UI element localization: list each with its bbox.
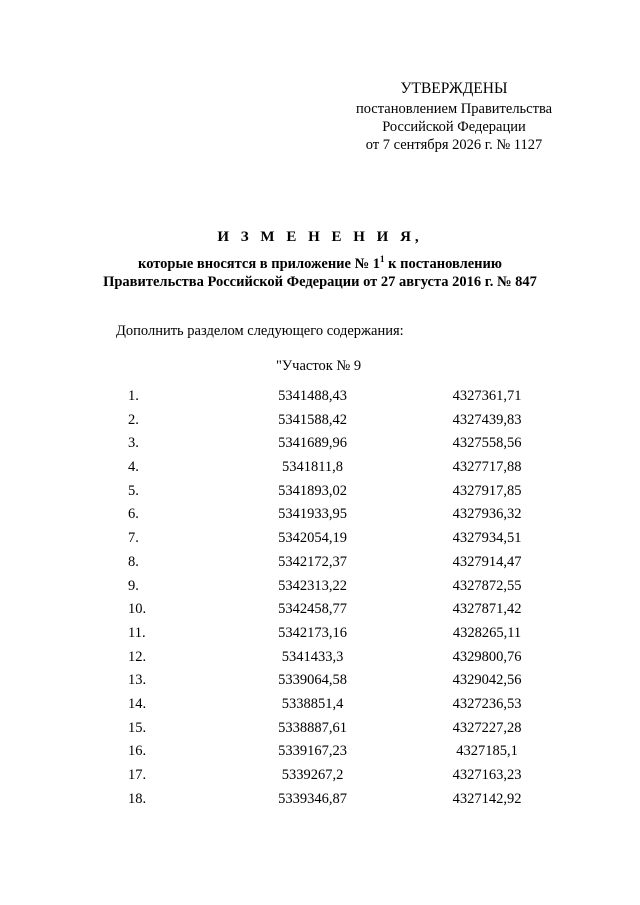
approval-stamp <box>340 80 568 154</box>
point-number: 2. <box>128 411 139 428</box>
coordinate-x: 5341893,02 <box>278 482 347 499</box>
point-number: 16. <box>128 743 147 760</box>
coordinate-row <box>0 385 640 409</box>
coordinate-y: 4328265,11 <box>452 624 522 641</box>
coordinate-row <box>0 764 640 788</box>
coordinate-x: 5341933,95 <box>278 506 347 523</box>
coordinate-row <box>0 598 640 622</box>
point-number: 4. <box>128 459 139 476</box>
point-number: 14. <box>128 695 147 712</box>
document-heading <box>0 228 640 291</box>
point-number: 6. <box>128 506 139 523</box>
coordinate-y: 4329800,76 <box>452 648 522 665</box>
point-number: 8. <box>128 553 139 570</box>
heading-superscript: 1 <box>380 254 385 264</box>
point-number: 18. <box>128 790 147 807</box>
heading-line-2: Правительства Российской Федерации от 27 августа 2016 г. № 847 <box>103 273 537 290</box>
coordinate-y: 4327936,32 <box>452 506 522 523</box>
coordinate-x: 5342054,19 <box>278 530 347 547</box>
document-title: И З М Е Н Е Н И Я, <box>217 229 423 245</box>
coordinate-y: 4327871,42 <box>452 601 522 618</box>
coordinate-row <box>0 527 640 551</box>
intro-paragraph: Дополнить разделом следующего содержания: <box>116 323 404 339</box>
approval-line-2: Российской Федерации <box>382 119 526 135</box>
point-number: 13. <box>128 672 147 689</box>
coordinate-x: 5339346,87 <box>278 790 347 807</box>
coordinate-x: 5342172,37 <box>278 553 347 570</box>
section-label: "Участок № 9 <box>276 358 362 374</box>
coordinate-x: 5341689,96 <box>278 435 347 452</box>
coordinate-x: 5339167,23 <box>278 743 347 760</box>
coordinate-y: 4327872,55 <box>452 577 522 594</box>
coordinate-y: 4327361,71 <box>452 388 522 404</box>
point-number: 17. <box>128 767 147 783</box>
coordinate-x: 5338887,61 <box>278 719 347 736</box>
coordinate-row <box>0 480 640 504</box>
coordinate-x: 5342313,22 <box>278 577 347 594</box>
point-number: 10. <box>128 601 147 618</box>
point-number: 12. <box>128 648 147 665</box>
coordinate-row <box>0 788 640 812</box>
coordinate-y: 4327439,83 <box>452 411 522 428</box>
point-number: 3. <box>128 435 139 452</box>
coordinate-y: 4327227,28 <box>452 719 522 736</box>
approval-line-1: постановлением Правительства <box>355 101 553 117</box>
coordinate-x: 5341488,43 <box>278 388 347 404</box>
coordinate-y: 4327917,85 <box>452 482 522 499</box>
coordinate-row <box>0 646 640 670</box>
point-number: 15. <box>128 719 147 736</box>
coordinate-x: 5341811,8 <box>281 459 344 476</box>
coordinate-x: 5339064,58 <box>278 672 347 689</box>
coordinate-y: 4327934,51 <box>452 530 522 547</box>
coordinate-y: 4327142,92 <box>452 790 522 807</box>
point-number: 9. <box>128 577 139 594</box>
coordinate-y: 4329042,56 <box>452 672 522 689</box>
coordinate-y: 4327236,53 <box>452 695 522 712</box>
coordinates-table <box>0 385 640 811</box>
coordinate-x: 5342173,16 <box>278 624 347 641</box>
coordinate-x: 5342458,77 <box>278 601 347 618</box>
coordinate-row <box>0 456 640 480</box>
heading-line-1 <box>0 250 640 273</box>
point-number: 1. <box>128 388 139 404</box>
coordinate-row <box>0 740 640 764</box>
coordinate-row <box>0 669 640 693</box>
approval-title: УТВЕРЖДЕНЫ <box>400 80 508 97</box>
coordinate-x: 5341588,42 <box>278 411 347 428</box>
coordinate-y: 4327185,1 <box>456 743 518 760</box>
coordinate-x: 5338851,4 <box>281 695 344 712</box>
coordinate-row <box>0 551 640 575</box>
coordinate-y: 4327914,47 <box>452 553 522 570</box>
coordinate-row <box>0 717 640 741</box>
coordinate-row <box>0 432 640 456</box>
point-number: 7. <box>128 530 139 547</box>
coordinate-row <box>0 503 640 527</box>
coordinate-y: 4327163,23 <box>452 767 522 783</box>
point-number: 5. <box>128 482 139 499</box>
coordinate-row <box>0 693 640 717</box>
heading-line-1-tail: к постановлению <box>384 255 502 272</box>
point-number: 11. <box>128 624 146 641</box>
coordinate-y: 4327558,56 <box>452 435 522 452</box>
heading-line-1-text: которые вносятся в приложение № 1 <box>138 255 381 272</box>
approval-line-3: от 7 сентября 2026 г. № 1127 <box>365 137 543 153</box>
coordinate-y: 4327717,88 <box>452 459 522 476</box>
coordinate-x: 5339267,2 <box>281 767 344 783</box>
coordinate-x: 5341433,3 <box>281 648 344 665</box>
coordinate-row <box>0 409 640 433</box>
coordinate-row <box>0 575 640 599</box>
coordinate-row <box>0 622 640 646</box>
